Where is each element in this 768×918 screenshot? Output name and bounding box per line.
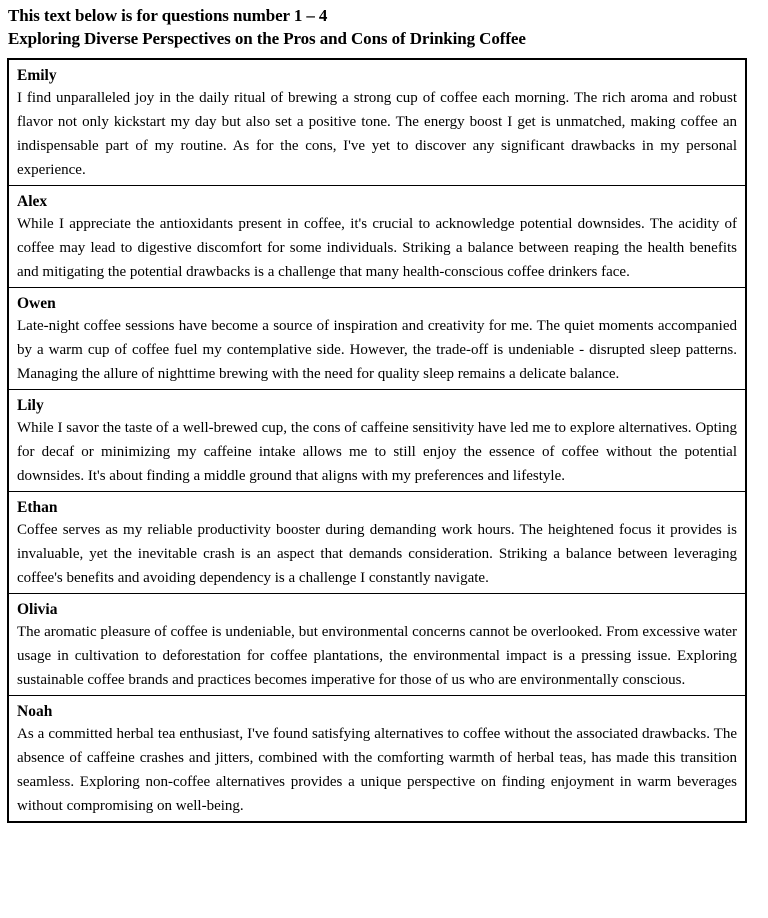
speaker-name: Noah: [17, 703, 53, 720]
speaker-statement: Late-night coffee sessions have become a source of inspiration and creativity for me. The quiet moments accompanied by a warm cup of coffee fuel my contemplative side. However, the trade-off is undeniable - disrupted sleep patterns. Managing the allure of nighttime brewing with the need for quality sleep remains a delicate balance.: [17, 318, 737, 382]
table-row-olivia: [9, 594, 745, 696]
speaker-statement: Coffee serves as my reliable productivity booster during demanding work hours. The heightened focus it provides is invaluable, yet the inevitable crash is an aspect that demands consideration. Striking a balance between leveraging coffee's benefits and avoiding dependency is a challenge I constantly navigate.: [17, 522, 737, 586]
table-row-emily: [9, 60, 745, 186]
speaker-statement: While I appreciate the antioxidants present in coffee, it's crucial to acknowledge potential downsides. The acidity of coffee may lead to digestive discomfort for some individuals. Striking a balance between reaping the health benefits and mitigating the potential drawbacks is a challenge that many health-conscious coffee drinkers face.: [17, 216, 737, 280]
perspectives-table: [7, 58, 747, 823]
speaker-name: Lily: [17, 397, 44, 414]
speaker-name: Emily: [17, 67, 57, 84]
speaker-name: Olivia: [17, 601, 58, 618]
speaker-statement: The aromatic pleasure of coffee is undeniable, but environmental concerns cannot be overlooked. From excessive water usage in cultivation to deforestation for coffee plantations, the environmental impact is a pressing issue. Exploring sustainable coffee brands and practices becomes imperative for those of us who are environmentally conscious.: [17, 624, 737, 688]
speaker-name: Alex: [17, 193, 48, 210]
speaker-statement: I find unparalleled joy in the daily ritual of brewing a strong cup of coffee each morning. The rich aroma and robust flavor not only kickstart my day but also set a positive tone. The energy boost I get is unmatched, making coffee an indispensable part of my routine. As for the cons, I've yet to discover any significant drawbacks in my personal experience.: [17, 90, 737, 178]
speaker-statement: While I savor the taste of a well-brewed cup, the cons of caffeine sensitivity have led me to explore alternatives. Opting for decaf or minimizing my caffeine intake allows me to still enjoy the essence of coffee without the potential downsides. It's about finding a middle ground that aligns with my preferences and lifestyle.: [17, 420, 737, 484]
instruction-line: This text below is for questions number 1 – 4: [8, 6, 328, 25]
document-title: Exploring Diverse Perspectives on the Pros and Cons of Drinking Coffee: [8, 29, 526, 48]
table-row-noah: [9, 696, 745, 821]
table-row-owen: [9, 288, 745, 390]
document-headings: [0, 0, 768, 50]
table-row-lily: [9, 390, 745, 492]
table-row-ethan: [9, 492, 745, 594]
speaker-name: Owen: [17, 295, 56, 312]
speaker-name: Ethan: [17, 499, 58, 516]
speaker-statement: As a committed herbal tea enthusiast, I've found satisfying alternatives to coffee without the associated drawbacks. The absence of caffeine crashes and jitters, combined with the comforting warmth of herbal teas, has made this transition seamless. Exploring non-coffee alternatives provides a unique perspective on finding enjoyment in warm beverages without compromising on well-being.: [17, 726, 737, 814]
table-row-alex: [9, 186, 745, 288]
